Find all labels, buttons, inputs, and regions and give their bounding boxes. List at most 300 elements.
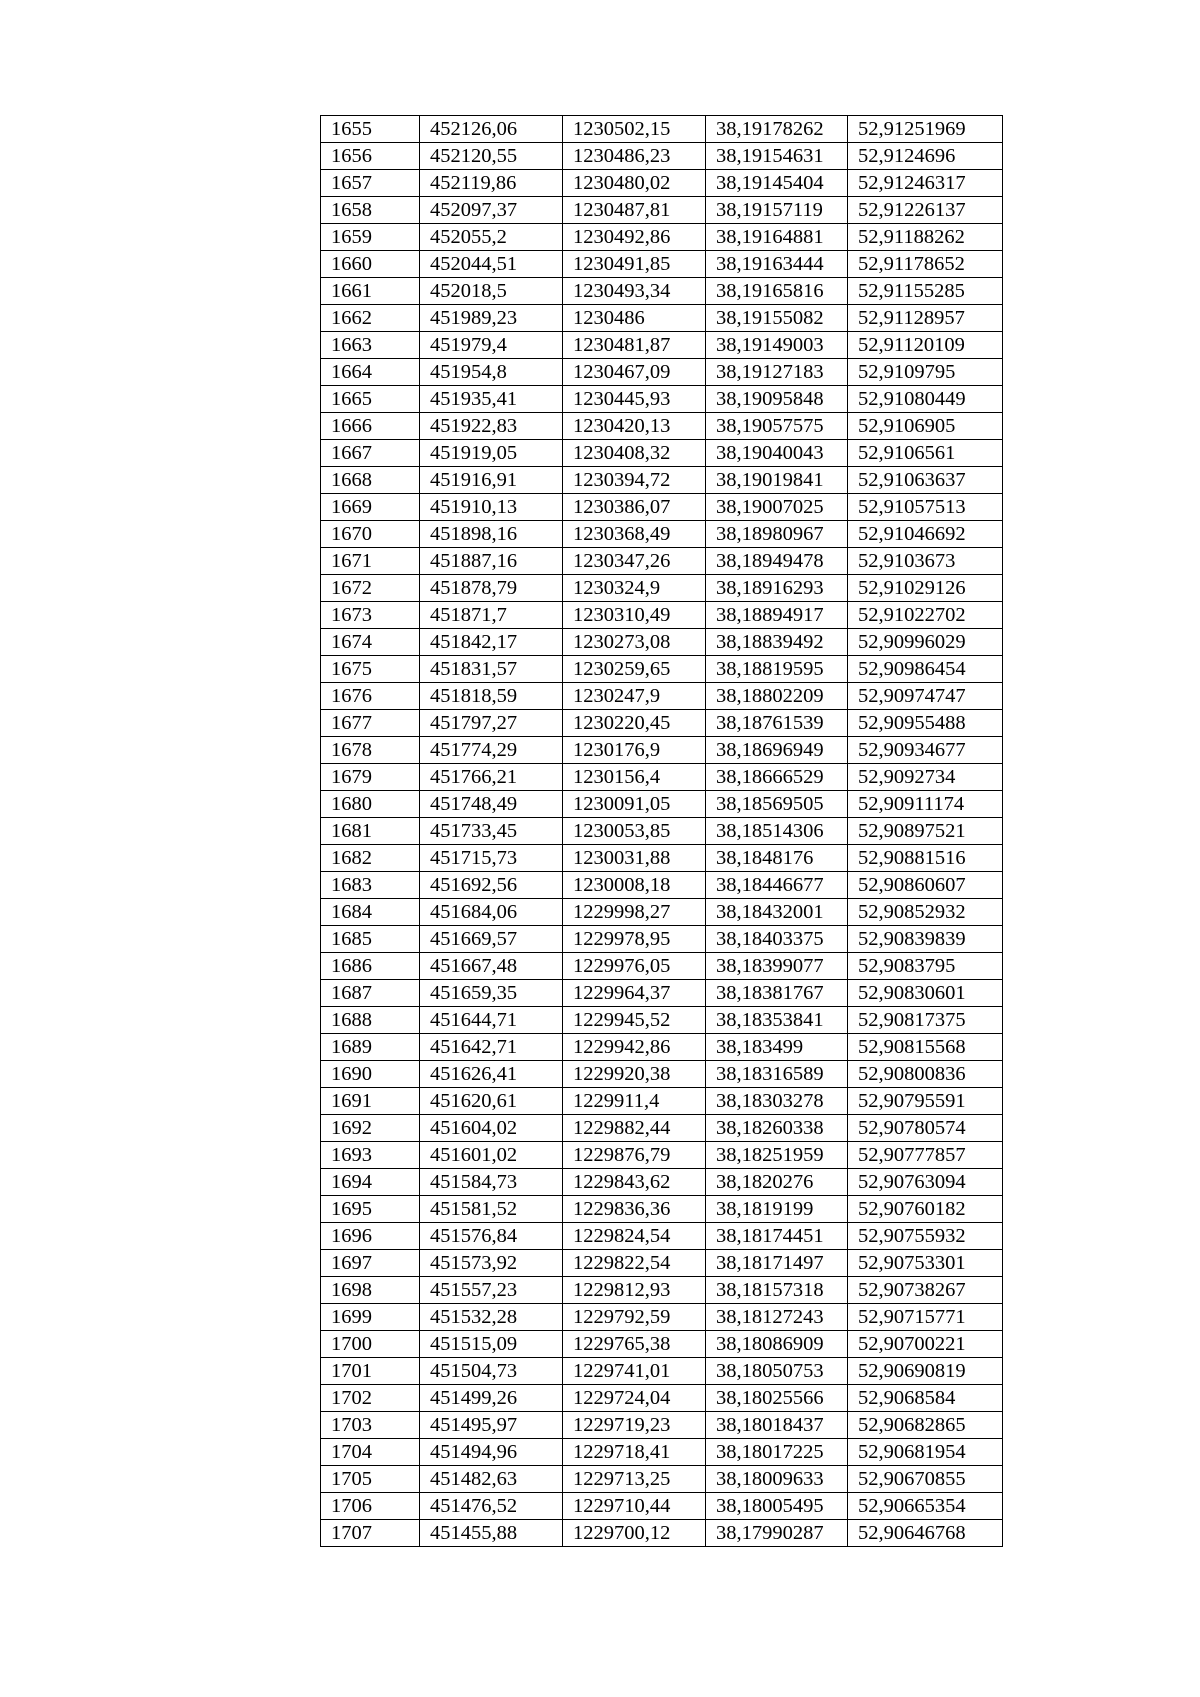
longitude-cell: 38,18127243 [706,1304,848,1331]
x-coordinate-cell: 451935,41 [420,386,563,413]
y-coordinate-cell: 1229824,54 [563,1223,706,1250]
point-number-cell: 1676 [321,683,420,710]
x-coordinate-cell: 451922,83 [420,413,563,440]
latitude-cell: 52,91251969 [848,116,1003,143]
point-number-cell: 1690 [321,1061,420,1088]
x-coordinate-cell: 451482,63 [420,1466,563,1493]
point-number-cell: 1675 [321,656,420,683]
x-coordinate-cell: 451748,49 [420,791,563,818]
y-coordinate-cell: 1229978,95 [563,926,706,953]
y-coordinate-cell: 1229836,36 [563,1196,706,1223]
table-row [321,521,1003,548]
latitude-cell: 52,9124696 [848,143,1003,170]
longitude-cell: 38,18050753 [706,1358,848,1385]
longitude-cell: 38,18018437 [706,1412,848,1439]
table-row [321,1142,1003,1169]
x-coordinate-cell: 451919,05 [420,440,563,467]
table-row [321,737,1003,764]
longitude-cell: 38,18894917 [706,602,848,629]
table-row [321,818,1003,845]
x-coordinate-cell: 451916,91 [420,467,563,494]
y-coordinate-cell: 1230053,85 [563,818,706,845]
latitude-cell: 52,9083795 [848,953,1003,980]
longitude-cell: 38,1820276 [706,1169,848,1196]
longitude-cell: 38,18514306 [706,818,848,845]
latitude-cell: 52,90670855 [848,1466,1003,1493]
point-number-cell: 1668 [321,467,420,494]
table-row [321,1493,1003,1520]
y-coordinate-cell: 1230259,65 [563,656,706,683]
table-row [321,1466,1003,1493]
coordinates-table [320,115,1003,1547]
point-number-cell: 1661 [321,278,420,305]
y-coordinate-cell: 1230491,85 [563,251,706,278]
longitude-cell: 38,19178262 [706,116,848,143]
longitude-cell: 38,18303278 [706,1088,848,1115]
point-number-cell: 1698 [321,1277,420,1304]
y-coordinate-cell: 1229920,38 [563,1061,706,1088]
y-coordinate-cell: 1230467,09 [563,359,706,386]
latitude-cell: 52,90777857 [848,1142,1003,1169]
latitude-cell: 52,90996029 [848,629,1003,656]
point-number-cell: 1666 [321,413,420,440]
table-row [321,143,1003,170]
y-coordinate-cell: 1229942,86 [563,1034,706,1061]
table-row [321,953,1003,980]
x-coordinate-cell: 451715,73 [420,845,563,872]
point-number-cell: 1657 [321,170,420,197]
table-row [321,1007,1003,1034]
table-row [321,1304,1003,1331]
longitude-cell: 38,18761539 [706,710,848,737]
longitude-cell: 38,18174451 [706,1223,848,1250]
y-coordinate-cell: 1230480,02 [563,170,706,197]
longitude-cell: 38,19019841 [706,467,848,494]
longitude-cell: 38,183499 [706,1034,848,1061]
table-row [321,872,1003,899]
table-row [321,1169,1003,1196]
y-coordinate-cell: 1230445,93 [563,386,706,413]
point-number-cell: 1680 [321,791,420,818]
latitude-cell: 52,91063637 [848,467,1003,494]
latitude-cell: 52,90681954 [848,1439,1003,1466]
y-coordinate-cell: 1230493,34 [563,278,706,305]
y-coordinate-cell: 1229700,12 [563,1520,706,1547]
latitude-cell: 52,90795591 [848,1088,1003,1115]
table-row [321,494,1003,521]
longitude-cell: 38,18005495 [706,1493,848,1520]
table-row [321,1034,1003,1061]
latitude-cell: 52,90852932 [848,899,1003,926]
latitude-cell: 52,90860607 [848,872,1003,899]
y-coordinate-cell: 1230347,26 [563,548,706,575]
longitude-cell: 38,19165816 [706,278,848,305]
latitude-cell: 52,9106905 [848,413,1003,440]
latitude-cell: 52,90986454 [848,656,1003,683]
table-row [321,980,1003,1007]
y-coordinate-cell: 1230368,49 [563,521,706,548]
point-number-cell: 1704 [321,1439,420,1466]
latitude-cell: 52,91155285 [848,278,1003,305]
latitude-cell: 52,91226137 [848,197,1003,224]
longitude-cell: 38,18399077 [706,953,848,980]
y-coordinate-cell: 1229876,79 [563,1142,706,1169]
x-coordinate-cell: 451774,29 [420,737,563,764]
x-coordinate-cell: 452055,2 [420,224,563,251]
latitude-cell: 52,90753301 [848,1250,1003,1277]
point-number-cell: 1693 [321,1142,420,1169]
longitude-cell: 38,18353841 [706,1007,848,1034]
longitude-cell: 38,18381767 [706,980,848,1007]
y-coordinate-cell: 1230408,32 [563,440,706,467]
longitude-cell: 38,19157119 [706,197,848,224]
latitude-cell: 52,9106561 [848,440,1003,467]
point-number-cell: 1686 [321,953,420,980]
point-number-cell: 1659 [321,224,420,251]
latitude-cell: 52,91080449 [848,386,1003,413]
longitude-cell: 38,19163444 [706,251,848,278]
point-number-cell: 1695 [321,1196,420,1223]
latitude-cell: 52,90665354 [848,1493,1003,1520]
y-coordinate-cell: 1230091,05 [563,791,706,818]
table-row [321,1331,1003,1358]
table-row [321,683,1003,710]
point-number-cell: 1696 [321,1223,420,1250]
y-coordinate-cell: 1230324,9 [563,575,706,602]
x-coordinate-cell: 451581,52 [420,1196,563,1223]
longitude-cell: 38,17990287 [706,1520,848,1547]
longitude-cell: 38,18025566 [706,1385,848,1412]
y-coordinate-cell: 1229822,54 [563,1250,706,1277]
x-coordinate-cell: 451818,59 [420,683,563,710]
point-number-cell: 1683 [321,872,420,899]
table-row [321,575,1003,602]
point-number-cell: 1670 [321,521,420,548]
latitude-cell: 52,90646768 [848,1520,1003,1547]
latitude-cell: 52,91046692 [848,521,1003,548]
table-row [321,602,1003,629]
longitude-cell: 38,19154631 [706,143,848,170]
x-coordinate-cell: 451954,8 [420,359,563,386]
x-coordinate-cell: 451842,17 [420,629,563,656]
x-coordinate-cell: 451494,96 [420,1439,563,1466]
y-coordinate-cell: 1229713,25 [563,1466,706,1493]
table-row [321,656,1003,683]
x-coordinate-cell: 451573,92 [420,1250,563,1277]
x-coordinate-cell: 451557,23 [420,1277,563,1304]
longitude-cell: 38,18446677 [706,872,848,899]
y-coordinate-cell: 1230008,18 [563,872,706,899]
point-number-cell: 1684 [321,899,420,926]
longitude-cell: 38,18251959 [706,1142,848,1169]
latitude-cell: 52,90881516 [848,845,1003,872]
longitude-cell: 38,19095848 [706,386,848,413]
x-coordinate-cell: 451604,02 [420,1115,563,1142]
longitude-cell: 38,19145404 [706,170,848,197]
latitude-cell: 52,90763094 [848,1169,1003,1196]
point-number-cell: 1663 [321,332,420,359]
longitude-cell: 38,19155082 [706,305,848,332]
table-row [321,386,1003,413]
table-row [321,1277,1003,1304]
x-coordinate-cell: 451515,09 [420,1331,563,1358]
latitude-cell: 52,90974747 [848,683,1003,710]
longitude-cell: 38,18916293 [706,575,848,602]
y-coordinate-cell: 1230486,23 [563,143,706,170]
x-coordinate-cell: 451887,16 [420,548,563,575]
y-coordinate-cell: 1230486 [563,305,706,332]
latitude-cell: 52,91022702 [848,602,1003,629]
table-row [321,1196,1003,1223]
latitude-cell: 52,90815568 [848,1034,1003,1061]
point-number-cell: 1669 [321,494,420,521]
y-coordinate-cell: 1229719,23 [563,1412,706,1439]
point-number-cell: 1671 [321,548,420,575]
point-number-cell: 1655 [321,116,420,143]
x-coordinate-cell: 452044,51 [420,251,563,278]
x-coordinate-cell: 451766,21 [420,764,563,791]
longitude-cell: 38,18009633 [706,1466,848,1493]
longitude-cell: 38,19164881 [706,224,848,251]
latitude-cell: 52,90839839 [848,926,1003,953]
x-coordinate-cell: 451601,02 [420,1142,563,1169]
latitude-cell: 52,90755932 [848,1223,1003,1250]
point-number-cell: 1703 [321,1412,420,1439]
x-coordinate-cell: 452097,37 [420,197,563,224]
table-row [321,1520,1003,1547]
latitude-cell: 52,90955488 [848,710,1003,737]
table-row [321,332,1003,359]
x-coordinate-cell: 451642,71 [420,1034,563,1061]
table-row [321,926,1003,953]
point-number-cell: 1699 [321,1304,420,1331]
longitude-cell: 38,18802209 [706,683,848,710]
point-number-cell: 1691 [321,1088,420,1115]
y-coordinate-cell: 1229911,4 [563,1088,706,1115]
point-number-cell: 1678 [321,737,420,764]
point-number-cell: 1706 [321,1493,420,1520]
point-number-cell: 1660 [321,251,420,278]
y-coordinate-cell: 1230386,07 [563,494,706,521]
coordinates-table-body [321,116,1003,1547]
latitude-cell: 52,90780574 [848,1115,1003,1142]
x-coordinate-cell: 451620,61 [420,1088,563,1115]
point-number-cell: 1662 [321,305,420,332]
longitude-cell: 38,18157318 [706,1277,848,1304]
table-row [321,710,1003,737]
table-row [321,1061,1003,1088]
longitude-cell: 38,18666529 [706,764,848,791]
point-number-cell: 1673 [321,602,420,629]
table-row [321,899,1003,926]
y-coordinate-cell: 1229765,38 [563,1331,706,1358]
longitude-cell: 38,18171497 [706,1250,848,1277]
point-number-cell: 1665 [321,386,420,413]
latitude-cell: 52,90934677 [848,737,1003,764]
table-row [321,305,1003,332]
y-coordinate-cell: 1230502,15 [563,116,706,143]
table-row [321,440,1003,467]
table-row [321,1412,1003,1439]
x-coordinate-cell: 451871,7 [420,602,563,629]
table-row [321,197,1003,224]
x-coordinate-cell: 451504,73 [420,1358,563,1385]
y-coordinate-cell: 1229724,04 [563,1385,706,1412]
y-coordinate-cell: 1230487,81 [563,197,706,224]
point-number-cell: 1685 [321,926,420,953]
latitude-cell: 52,91128957 [848,305,1003,332]
longitude-cell: 38,18432001 [706,899,848,926]
x-coordinate-cell: 452119,86 [420,170,563,197]
longitude-cell: 38,18839492 [706,629,848,656]
latitude-cell: 52,90690819 [848,1358,1003,1385]
x-coordinate-cell: 451495,97 [420,1412,563,1439]
point-number-cell: 1679 [321,764,420,791]
table-row [321,1115,1003,1142]
point-number-cell: 1697 [321,1250,420,1277]
table-row [321,548,1003,575]
point-number-cell: 1705 [321,1466,420,1493]
point-number-cell: 1677 [321,710,420,737]
point-number-cell: 1682 [321,845,420,872]
y-coordinate-cell: 1230176,9 [563,737,706,764]
x-coordinate-cell: 451898,16 [420,521,563,548]
table-row [321,1439,1003,1466]
table-row [321,1223,1003,1250]
longitude-cell: 38,18949478 [706,548,848,575]
x-coordinate-cell: 451626,41 [420,1061,563,1088]
table-row [321,224,1003,251]
x-coordinate-cell: 451532,28 [420,1304,563,1331]
latitude-cell: 52,91029126 [848,575,1003,602]
x-coordinate-cell: 451584,73 [420,1169,563,1196]
latitude-cell: 52,9092734 [848,764,1003,791]
x-coordinate-cell: 451669,57 [420,926,563,953]
longitude-cell: 38,18980967 [706,521,848,548]
y-coordinate-cell: 1229718,41 [563,1439,706,1466]
latitude-cell: 52,90897521 [848,818,1003,845]
y-coordinate-cell: 1230394,72 [563,467,706,494]
latitude-cell: 52,90738267 [848,1277,1003,1304]
x-coordinate-cell: 451692,56 [420,872,563,899]
point-number-cell: 1687 [321,980,420,1007]
x-coordinate-cell: 451576,84 [420,1223,563,1250]
point-number-cell: 1707 [321,1520,420,1547]
point-number-cell: 1694 [321,1169,420,1196]
y-coordinate-cell: 1229976,05 [563,953,706,980]
y-coordinate-cell: 1229710,44 [563,1493,706,1520]
y-coordinate-cell: 1230273,08 [563,629,706,656]
table-row [321,1358,1003,1385]
latitude-cell: 52,9068584 [848,1385,1003,1412]
latitude-cell: 52,91178652 [848,251,1003,278]
latitude-cell: 52,9109795 [848,359,1003,386]
x-coordinate-cell: 451684,06 [420,899,563,926]
point-number-cell: 1674 [321,629,420,656]
table-row [321,845,1003,872]
longitude-cell: 38,18316589 [706,1061,848,1088]
table-row [321,1385,1003,1412]
longitude-cell: 38,18569505 [706,791,848,818]
point-number-cell: 1664 [321,359,420,386]
latitude-cell: 52,90800836 [848,1061,1003,1088]
x-coordinate-cell: 451878,79 [420,575,563,602]
point-number-cell: 1689 [321,1034,420,1061]
x-coordinate-cell: 451499,26 [420,1385,563,1412]
longitude-cell: 38,18017225 [706,1439,848,1466]
y-coordinate-cell: 1229945,52 [563,1007,706,1034]
longitude-cell: 38,19040043 [706,440,848,467]
longitude-cell: 38,18403375 [706,926,848,953]
y-coordinate-cell: 1230220,45 [563,710,706,737]
table-row [321,116,1003,143]
x-coordinate-cell: 451659,35 [420,980,563,1007]
longitude-cell: 38,1848176 [706,845,848,872]
y-coordinate-cell: 1230247,9 [563,683,706,710]
x-coordinate-cell: 451644,71 [420,1007,563,1034]
latitude-cell: 52,90760182 [848,1196,1003,1223]
x-coordinate-cell: 451455,88 [420,1520,563,1547]
latitude-cell: 52,90700221 [848,1331,1003,1358]
point-number-cell: 1656 [321,143,420,170]
longitude-cell: 38,19007025 [706,494,848,521]
x-coordinate-cell: 452126,06 [420,116,563,143]
table-row [321,170,1003,197]
x-coordinate-cell: 451910,13 [420,494,563,521]
table-row [321,413,1003,440]
x-coordinate-cell: 451797,27 [420,710,563,737]
table-row [321,764,1003,791]
point-number-cell: 1700 [321,1331,420,1358]
x-coordinate-cell: 451979,4 [420,332,563,359]
y-coordinate-cell: 1230420,13 [563,413,706,440]
table-row [321,1088,1003,1115]
point-number-cell: 1688 [321,1007,420,1034]
x-coordinate-cell: 451989,23 [420,305,563,332]
longitude-cell: 38,19127183 [706,359,848,386]
latitude-cell: 52,90817375 [848,1007,1003,1034]
latitude-cell: 52,9103673 [848,548,1003,575]
table-row [321,1250,1003,1277]
table-row [321,278,1003,305]
longitude-cell: 38,18260338 [706,1115,848,1142]
latitude-cell: 52,91246317 [848,170,1003,197]
y-coordinate-cell: 1230310,49 [563,602,706,629]
point-number-cell: 1658 [321,197,420,224]
x-coordinate-cell: 452018,5 [420,278,563,305]
point-number-cell: 1692 [321,1115,420,1142]
longitude-cell: 38,18696949 [706,737,848,764]
x-coordinate-cell: 451476,52 [420,1493,563,1520]
latitude-cell: 52,90715771 [848,1304,1003,1331]
x-coordinate-cell: 451733,45 [420,818,563,845]
point-number-cell: 1672 [321,575,420,602]
longitude-cell: 38,18819595 [706,656,848,683]
y-coordinate-cell: 1229882,44 [563,1115,706,1142]
point-number-cell: 1702 [321,1385,420,1412]
y-coordinate-cell: 1229964,37 [563,980,706,1007]
y-coordinate-cell: 1230156,4 [563,764,706,791]
y-coordinate-cell: 1229843,62 [563,1169,706,1196]
latitude-cell: 52,90911174 [848,791,1003,818]
point-number-cell: 1701 [321,1358,420,1385]
table-row [321,359,1003,386]
latitude-cell: 52,91188262 [848,224,1003,251]
table-row [321,791,1003,818]
y-coordinate-cell: 1229741,01 [563,1358,706,1385]
longitude-cell: 38,18086909 [706,1331,848,1358]
x-coordinate-cell: 451831,57 [420,656,563,683]
